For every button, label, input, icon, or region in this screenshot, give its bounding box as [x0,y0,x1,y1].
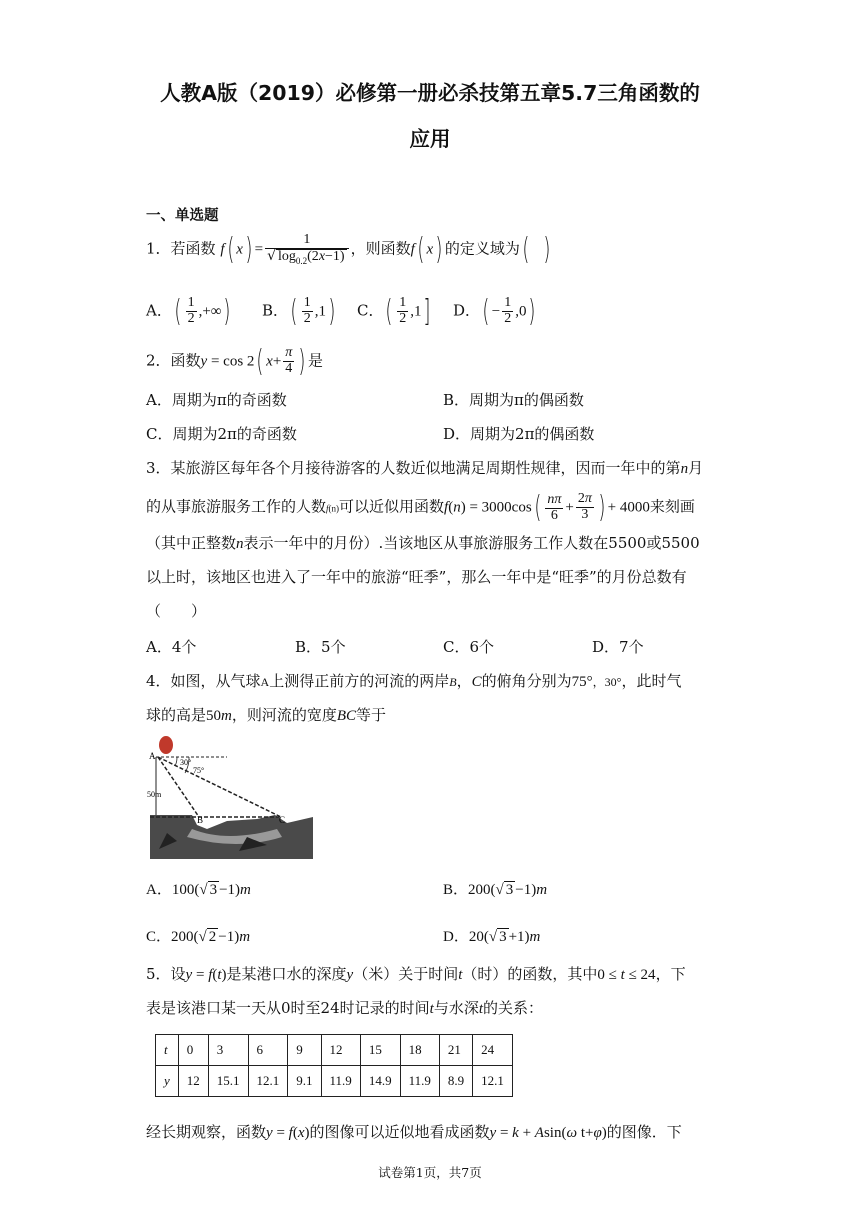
tide-table [155,1034,513,1097]
label-a: A [149,751,156,761]
q1-tail2: 的定义域为 [444,239,520,258]
q4-option-d: D．20(√ 3 +1)m [443,929,541,945]
q4-option-c: C．200(√ 2 −1)m [146,929,251,945]
q1-option-a: A．( $\frac{1}{2}$ ,+∞) [146,294,231,329]
question-5-line2: 表是该港口某一天从0时至24时记录的时间t与水深t的关系： [146,999,544,1017]
q1-stem: 1．若函数 [146,239,216,258]
q3-option-b: B．5个 [295,638,346,656]
question-3-line5: （ ） [146,602,207,620]
q2-option-c: C．周期为2π的奇函数 [146,425,297,443]
table-row: t 0 3 6 9 12 15 18 21 24 [156,1035,513,1066]
table-row: y 12 15.1 12.1 9.1 11.9 14.9 11.9 8.9 12.1 [156,1066,513,1097]
balloon-icon [159,736,173,754]
label-c: C [279,815,286,825]
question-3-line4: 以上时，该地区也进入了一年中的旅游“旺季”，那么一年中是“旺季”的月份总数有 [146,568,687,586]
question-2: 2．函数y = cos 2( x+ $\frac{\pi}{4}$ ) 是 [146,344,324,379]
balloon-river-figure [147,733,313,859]
question-3-line3: （其中正整数n表示一年中的月份）.当该地区从事旅游服务工作人数在5500或5500 [146,534,700,552]
q2-option-d: D．周期为2π的偶函数 [443,425,595,443]
label-75: 75° [193,766,205,775]
q4-option-a: A．100(√ 3 −1)m [146,882,251,898]
q4-option-b: B．200(√ 3 −1)m [443,882,548,898]
q1-option-d: D．( − $\frac{1}{2}$ ,0) [453,294,536,329]
label-30: 30° [180,758,192,767]
label-50m: 50m [147,790,162,799]
q3-option-d: D．7个 [592,638,644,656]
q1-tail: ，则函数 [350,239,411,258]
question-4-line2: 球的高是50m，则河流的宽度BC等于 [146,706,387,724]
question-5-line3: 经长期观察，函数y = f(x)的图像可以近似地看成函数y = k + Asin(ω t+φ)的图像．下 [146,1123,682,1141]
page-title: 人教A版（2019）必修第一册必杀技第五章5.7三角函数的 [160,81,700,105]
q2-option-b: B．周期为π的偶函数 [443,391,584,409]
question-3-line1: 3．某旅游区每年各个月接待游客的人数近似地满足周期性规律，因而一年中的第n月 [146,459,704,477]
section-heading: 一、单选题 [146,208,219,224]
q2-option-a: A．周期为π的奇函数 [146,391,287,409]
q1-option-b: B．( $\frac{1}{2}$ ,1) [262,294,336,329]
question-4-line1: 4．如图，从气球A上测得正前方的河流的两岸B，C的俯角分别为75°，30°，此时气 [146,672,682,690]
question-3-line2: 的从事旅游服务工作的人数f(n)可以近似用函数f(n) = 3000cos( $\frac{n\pi}{6}$ + $\frac{2\pi}{3}$ ) + 4000来刻画 [146,490,695,525]
question-5-line1: 5．设y = f(t)是某港口水的深度y（米）关于时间t（时）的函数，其中0 ≤ t ≤ 24，下 [146,965,686,983]
q3-option-c: C．6个 [443,638,495,656]
label-b: B [197,815,204,825]
q3-option-a: A．4个 [146,638,197,656]
question-1: 1．若函数 f( x) = $\frac{1}{√ \log_{0.2}(2x-1)}$ ，则函数f( x) 的定义域为( ) [146,232,551,267]
page-title-line2: 应用 [409,127,451,151]
q1-option-c: C．( $\frac{1}{2}$ ,1] [357,294,431,329]
page-footer: 试卷第1页，共7页 [378,1165,482,1180]
